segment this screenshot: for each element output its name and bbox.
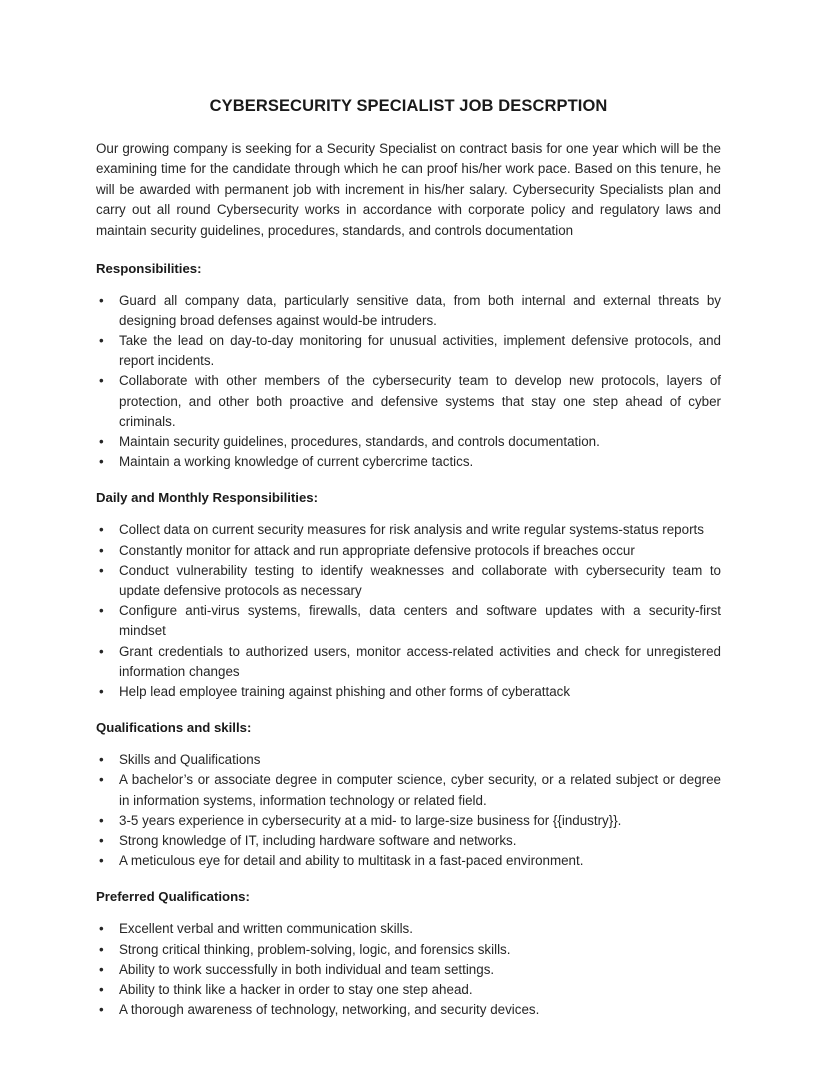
section-heading: Preferred Qualifications: — [96, 889, 250, 905]
list-item-text: Grant credentials to authorized users, monitor access-related activities and check for unregistered information changes — [119, 643, 721, 679]
bullet-point-icon: • — [99, 562, 104, 578]
bullet-point-icon: • — [99, 454, 104, 470]
bullet-list — [96, 919, 721, 1020]
list-item-text: Ability to think like a hacker in order to stay one step ahead. — [119, 982, 473, 998]
bullet-list — [96, 291, 721, 473]
bullet-point-icon: • — [99, 373, 104, 389]
list-item — [96, 541, 721, 561]
section-heading: Daily and Monthly Responsibilities: — [96, 490, 319, 506]
list-item-text: A thorough awareness of technology, networking, and security devices. — [119, 1002, 540, 1018]
bullet-list — [96, 520, 721, 702]
bullet-point-icon: • — [99, 752, 104, 768]
list-item — [96, 919, 721, 939]
bullet-point-icon: • — [99, 643, 104, 659]
section-heading: Qualifications and skills: — [96, 720, 252, 736]
list-item — [96, 452, 721, 472]
list-item-text: Strong knowledge of IT, including hardware software and networks. — [119, 833, 517, 849]
list-item-text: Guard all company data, particularly sensitive data, from both internal and external threats by designing broad defenses against would-be intruders. — [119, 292, 721, 328]
bullet-point-icon: • — [99, 522, 104, 538]
section-block — [96, 887, 721, 1020]
list-item-text: Excellent verbal and written communication skills. — [119, 921, 413, 937]
list-item-text: Collaborate with other members of the cybersecurity team to develop new protocols, layers of protection, and other both proactive and defensive systems that stay one step ahead of cyber criminals. — [119, 373, 721, 429]
list-item-text: Constantly monitor for attack and run appropriate defensive protocols if breaches occur — [119, 542, 635, 558]
list-item — [96, 331, 721, 371]
section-block — [96, 259, 721, 473]
list-item — [96, 371, 721, 432]
list-item — [96, 960, 721, 980]
bullet-point-icon: • — [99, 434, 104, 450]
list-item — [96, 642, 721, 682]
list-item-text: Help lead employee training against phishing and other forms of cyberattack — [119, 684, 571, 700]
bullet-point-icon: • — [99, 333, 104, 348]
bullet-point-icon: • — [99, 542, 104, 558]
list-item — [96, 601, 721, 641]
list-item — [96, 291, 721, 331]
list-item — [96, 940, 721, 960]
list-item — [96, 682, 721, 702]
list-item-text: Configure anti-virus systems, firewalls, data centers and software updates with a security-first mindset — [119, 603, 721, 639]
bullet-point-icon: • — [99, 921, 104, 937]
list-item — [96, 750, 721, 770]
list-item-text: A meticulous eye for detail and ability to multitask in a fast-paced environment. — [119, 853, 584, 869]
list-item — [96, 561, 721, 601]
bullet-point-icon: • — [99, 961, 104, 977]
bullet-point-icon: • — [99, 812, 104, 828]
intro-paragraph: Our growing company is seeking for a Security Specialist on contract basis for one year which will be the examining time for the candidate through which he can proof his/her work pace. Based on this tenure, he will be awarded with permanent job with increment in his/her salary. Cybersecurity Specialists plan and carry out all round Cybersecurity works in accordance with corporate policy and regulatory laws and maintain security guidelines, procedures, standards, and controls documentation — [96, 140, 721, 238]
list-item — [96, 980, 721, 1000]
list-item — [96, 432, 721, 452]
section-block — [96, 488, 721, 702]
section-block — [96, 718, 721, 871]
bullet-point-icon: • — [99, 292, 104, 308]
list-item-text: Take the lead on day-to-day monitoring for unusual activities, implement defensive protocols, and report incidents. — [119, 333, 721, 369]
bullet-point-icon: • — [99, 853, 104, 869]
list-item-text: 3-5 years experience in cybersecurity at a mid- to large-size business for {{industry}}. — [119, 812, 622, 828]
page-title: CYBERSECURITY SPECIALIST JOB DESCRPTION — [209, 97, 608, 115]
list-item — [96, 831, 721, 851]
bullet-point-icon: • — [99, 982, 104, 998]
list-item — [96, 1000, 721, 1020]
list-item — [96, 520, 721, 540]
bullet-point-icon: • — [99, 1002, 104, 1018]
bullet-point-icon: • — [99, 684, 104, 700]
list-item-text: Conduct vulnerability testing to identify weaknesses and collaborate with cybersecurity team to update defensive protocols as necessary — [119, 562, 721, 599]
list-item-text: Collect data on current security measures for risk analysis and write regular systems-status reports — [119, 522, 704, 538]
list-item-text: Maintain security guidelines, procedures, standards, and controls documentation. — [119, 434, 600, 450]
section-heading: Responsibilities: — [96, 260, 202, 276]
list-item-text: Skills and Qualifications — [119, 752, 261, 768]
bullet-point-icon: • — [99, 772, 104, 788]
bullet-point-icon: • — [99, 603, 104, 619]
sections-container — [96, 259, 721, 1021]
bullet-point-icon: • — [99, 941, 104, 957]
list-item-text: Maintain a working knowledge of current cybercrime tactics. — [119, 454, 474, 470]
list-item — [96, 851, 721, 871]
bullet-point-icon: • — [99, 833, 104, 849]
list-item-text: A bachelor’s or associate degree in computer science, cyber security, or a related subject or degree in information systems, information technology or related field. — [119, 772, 721, 808]
list-item-text: Ability to work successfully in both individual and team settings. — [119, 961, 495, 977]
list-item — [96, 770, 721, 810]
list-item — [96, 811, 721, 831]
list-item-text: Strong critical thinking, problem-solving, logic, and forensics skills. — [119, 941, 511, 957]
bullet-list — [96, 750, 721, 871]
